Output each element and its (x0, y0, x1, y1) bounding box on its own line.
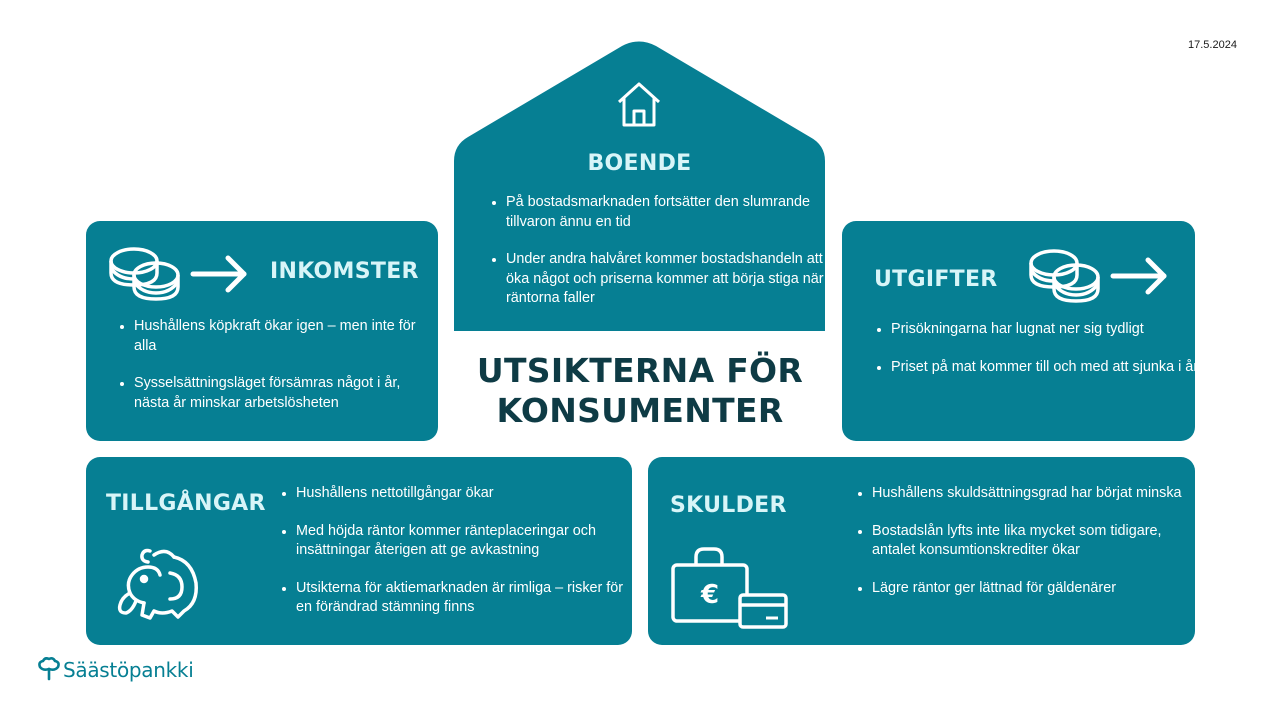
inkomster-panel (86, 221, 438, 441)
tillgangar-title: TILLGÅNGAR (106, 491, 266, 516)
coins-icon (108, 245, 182, 301)
list-item: • Hushållens köpkraft ökar igen – men inte för alla (134, 317, 434, 356)
list-item: • Sysselsättningsläget försämras något i år, nästa år minskar arbetslösheten (134, 374, 434, 413)
inkomster-title: INKOMSTER (270, 259, 419, 284)
list-item: • Prisökningarna har lugnat ner sig tydligt (891, 320, 1201, 340)
page-title (440, 351, 840, 431)
house-icon (615, 80, 663, 128)
boende-bullets (486, 193, 836, 309)
arrow-right-icon (1110, 256, 1168, 296)
list-item: • Med höjda räntor kommer ränteplaceringar och insättningar återigen att ge avkastning (296, 522, 636, 561)
list-item: • Priset på mat kommer till och med att sjunka i år (891, 358, 1201, 378)
list-item: • På bostadsmarknaden fortsätter den slumrande tillvaron ännu en tid (506, 193, 836, 232)
list-item: • Hushållens skuldsättningsgrad har börjat minska (872, 484, 1202, 504)
list-item: • Under andra halvåret kommer bostadshandeln att öka något och priserna kommer att börja stiga när räntorna faller (506, 250, 836, 309)
list-item: • Bostadslån lyfts inte lika mycket som tidigare, antalet konsumtionskrediter ökar (872, 522, 1202, 561)
coins-icon (1028, 247, 1102, 303)
page-title-line-2: KONSUMENTER (496, 391, 784, 430)
credit-card-icon (738, 593, 788, 629)
utgifter-panel (842, 221, 1199, 441)
piggy-bank-icon (114, 545, 200, 623)
list-item: • Hushållens nettotillgångar ökar (296, 484, 636, 504)
skulder-bullets (852, 484, 1202, 598)
tillgangar-bullets (276, 484, 636, 618)
svg-text:€: € (701, 580, 720, 610)
list-item: • Utsikterna för aktiemarknaden är rimliga – risker för en förändrad stämning finns (296, 579, 636, 618)
date-label: 17.5.2024 (1188, 39, 1237, 51)
tree-logo-icon (37, 657, 61, 686)
utgifter-bullets (871, 320, 1201, 377)
skulder-title: SKULDER (670, 493, 787, 518)
brand-name: Säästöpankki (63, 658, 194, 682)
boende-title: BOENDE (587, 151, 692, 176)
skulder-panel (648, 457, 1195, 645)
list-item: • Lägre räntor ger lättnad för gäldenärer (872, 579, 1202, 599)
boende-panel (454, 40, 825, 331)
tillgangar-panel (86, 457, 632, 645)
arrow-right-icon (190, 254, 248, 294)
utgifter-title: UTGIFTER (874, 267, 998, 292)
page-title-line-1: UTSIKTERNA FÖR (476, 351, 804, 390)
inkomster-bullets (114, 317, 434, 413)
